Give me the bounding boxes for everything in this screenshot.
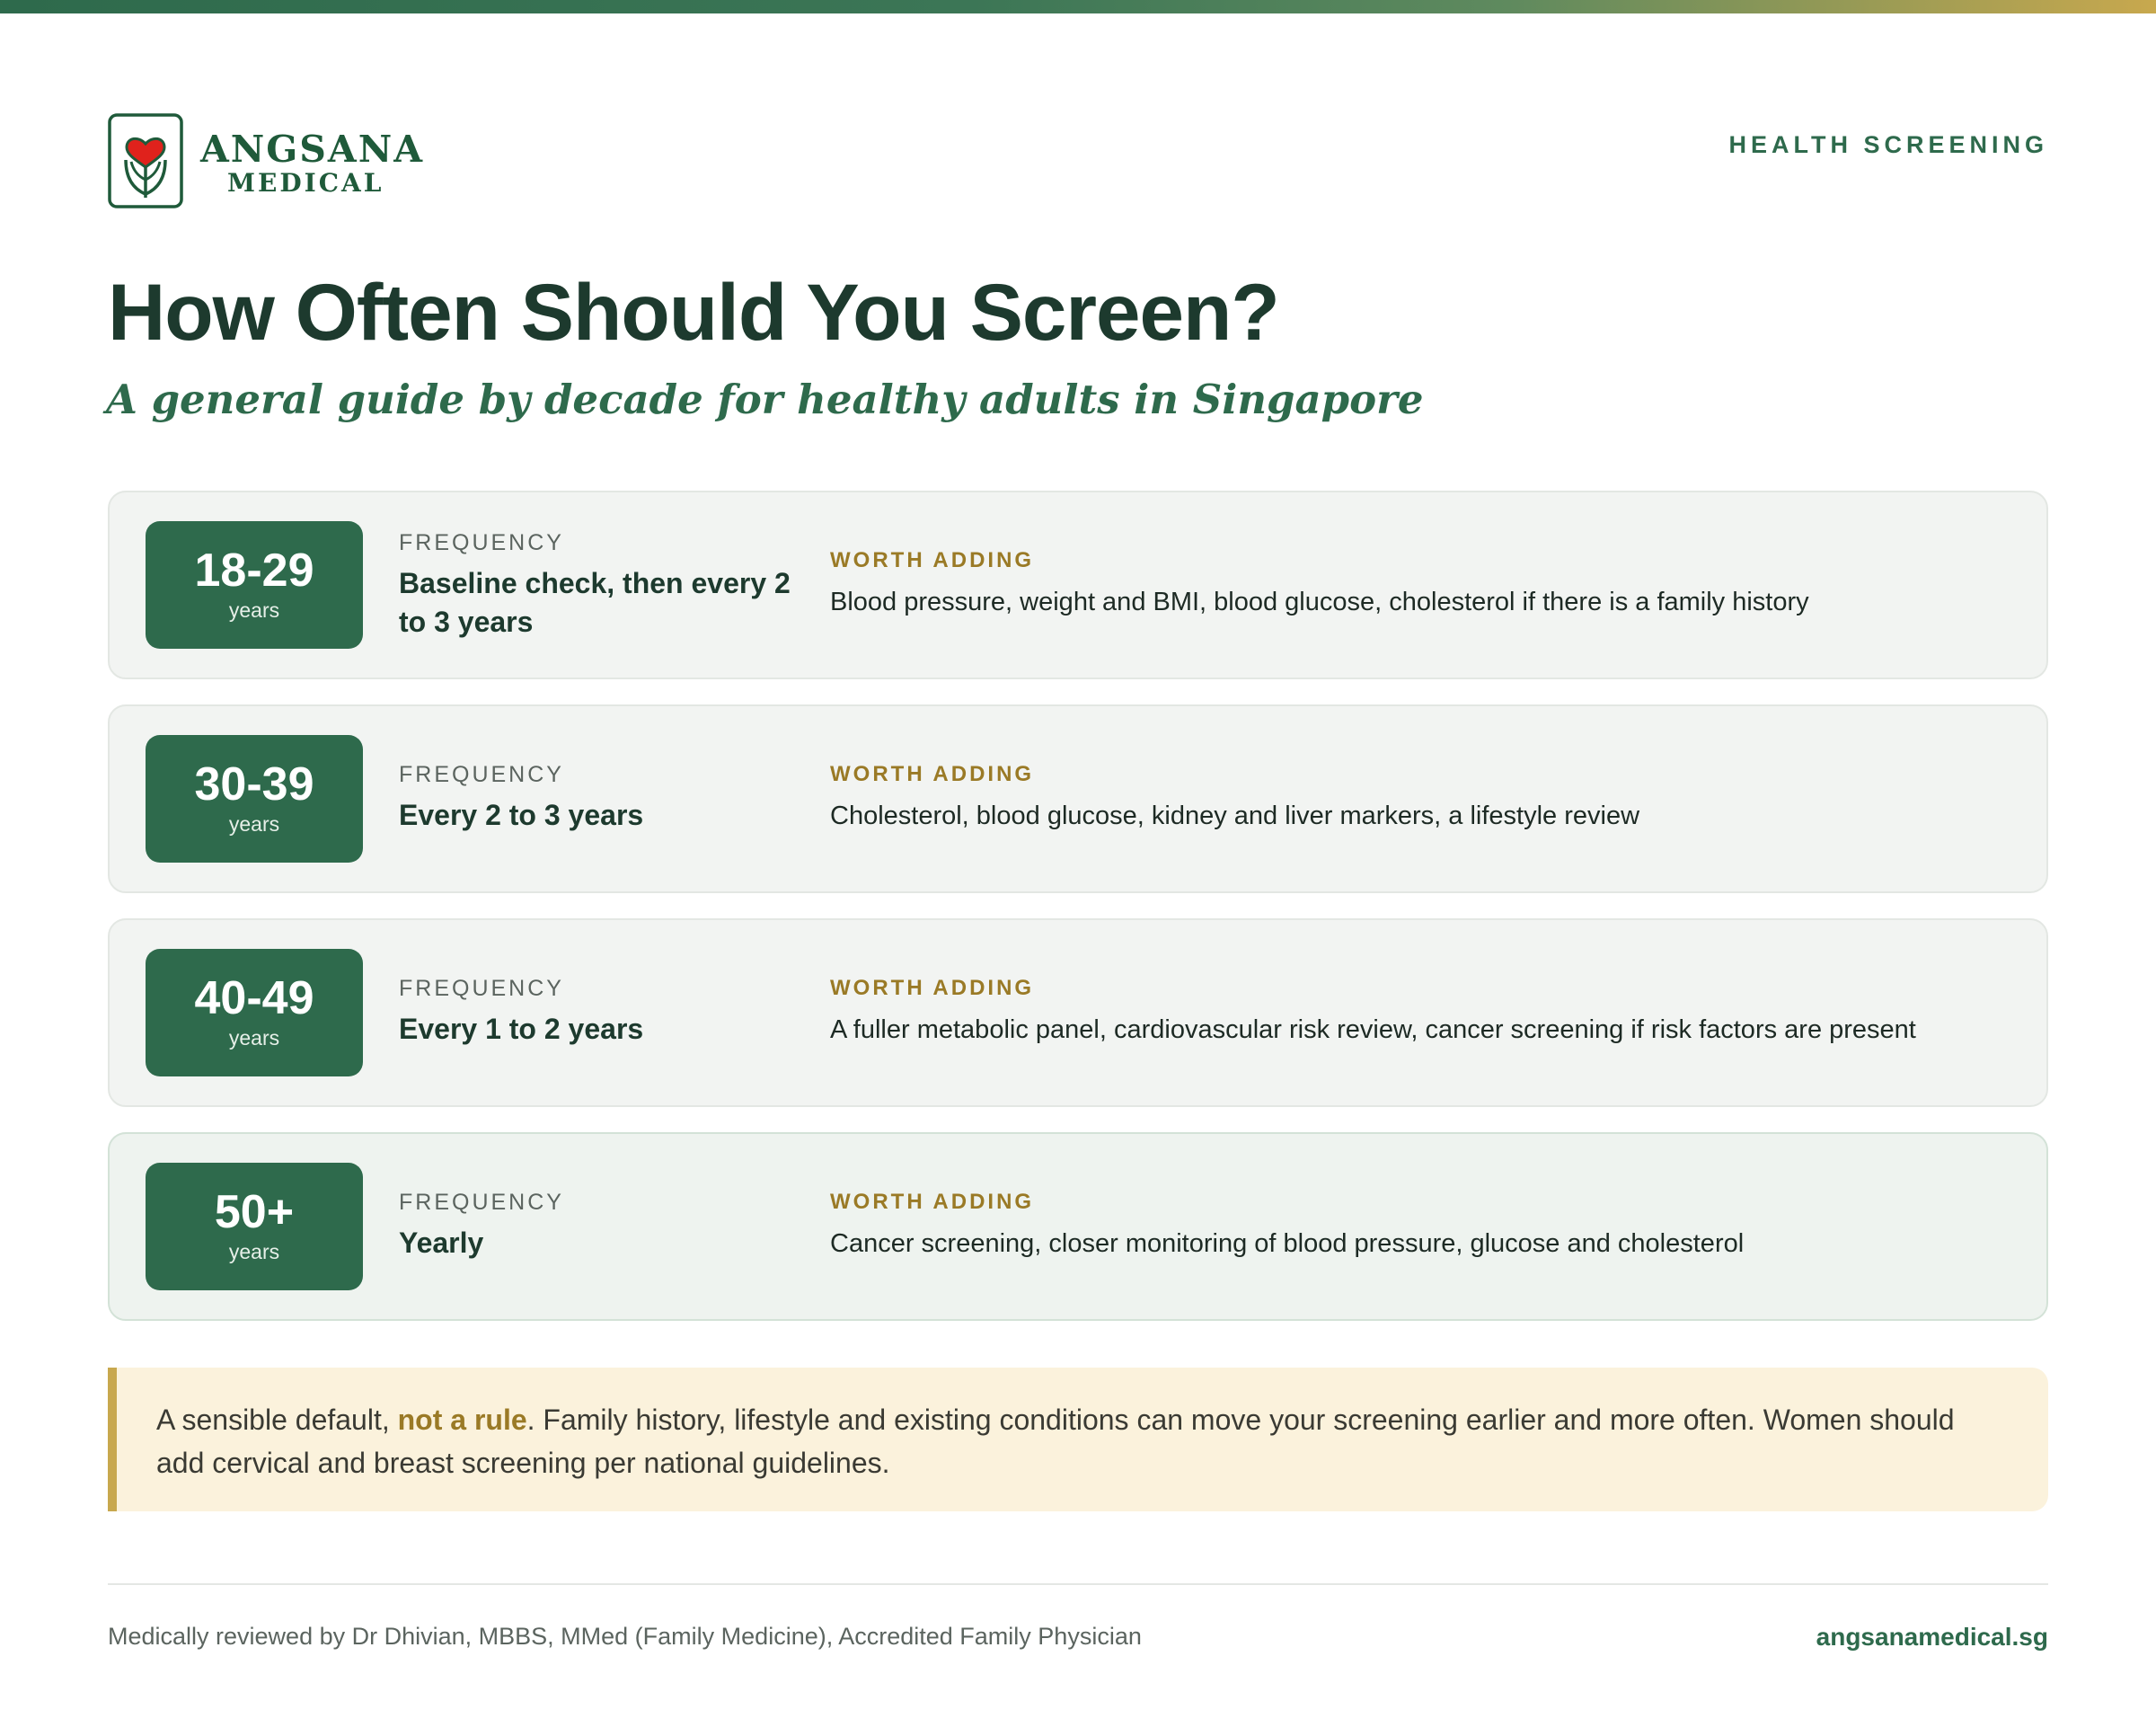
worth-adding-value: Blood pressure, weight and BMI, blood glucose, cholesterol if there is a family history <box>830 588 1809 616</box>
age-unit: years <box>228 1240 280 1263</box>
frequency-label: FREQUENCY <box>399 762 564 787</box>
footer-divider <box>108 1583 2048 1585</box>
age-badge <box>146 949 363 1076</box>
age-badge <box>146 1163 363 1290</box>
frequency-column <box>399 528 812 642</box>
page-header <box>108 113 2048 208</box>
worth-adding-label: WORTH ADDING <box>830 762 1035 786</box>
worth-adding-column <box>830 546 2025 620</box>
age-range: 18-29 <box>194 545 314 597</box>
note-emphasis: not a rule <box>397 1404 527 1436</box>
brand-wordmark <box>200 128 424 197</box>
screening-guide-list <box>108 491 2048 1346</box>
decade-row-40-49 <box>108 918 2048 1107</box>
worth-adding-label: WORTH ADDING <box>830 548 1035 572</box>
frequency-label: FREQUENCY <box>399 530 564 555</box>
brand-name-secondary: MEDICAL <box>227 168 384 198</box>
worth-adding-value: Cholesterol, blood glucose, kidney and liver markers, a lifestyle review <box>830 802 1640 830</box>
page-title: How Often Should You Screen? <box>108 267 1279 357</box>
age-badge <box>146 521 363 649</box>
frequency-value: Yearly <box>399 1227 484 1259</box>
section-tag: HEALTH SCREENING <box>1728 131 2048 158</box>
page-subtitle: A general guide by decade for healthy adults in Singapore <box>106 376 1424 423</box>
age-badge <box>146 735 363 863</box>
brand-name: ANGSANA <box>200 128 425 171</box>
worth-adding-value: A fuller metabolic panel, cardiovascular risk review, cancer screening if risk factors are present <box>830 1015 1916 1044</box>
worth-adding-label: WORTH ADDING <box>830 1190 1035 1214</box>
worth-adding-column <box>830 974 2025 1048</box>
website-link[interactable]: angsanamedical.sg <box>1816 1623 2048 1651</box>
age-unit: years <box>228 598 280 622</box>
decade-row-30-39 <box>108 704 2048 893</box>
frequency-column <box>399 760 812 835</box>
note-body: . Family history, lifestyle and existing conditions can move your screening earlier and more often. Women should add cervical and breast screening per national guidelines. <box>156 1404 1955 1479</box>
age-unit: years <box>228 1026 280 1050</box>
decade-row-50-plus <box>108 1132 2048 1321</box>
age-range: 40-49 <box>194 972 314 1024</box>
worth-adding-column <box>830 1188 2025 1262</box>
frequency-value: Every 2 to 3 years <box>399 799 644 831</box>
top-accent-bar <box>0 0 2156 13</box>
worth-adding-column <box>830 760 2025 834</box>
angsana-leaf-heart-icon <box>108 113 183 208</box>
age-range: 30-39 <box>194 758 314 810</box>
frequency-column <box>399 974 812 1049</box>
frequency-value: Every 1 to 2 years <box>399 1013 644 1045</box>
frequency-column <box>399 1188 812 1262</box>
worth-adding-value: Cancer screening, closer monitoring of blood pressure, glucose and cholesterol <box>830 1229 1745 1258</box>
note-lead: A sensible default, <box>156 1404 398 1436</box>
frequency-label: FREQUENCY <box>399 976 564 1001</box>
age-range: 50+ <box>214 1186 295 1238</box>
frequency-value: Baseline check, then every 2 to 3 years <box>399 567 791 638</box>
age-unit: years <box>228 812 280 836</box>
medical-reviewer-credit: Medically reviewed by Dr Dhivian, MBBS, MMed (Family Medicine), Accredited Family Physician <box>108 1623 1142 1650</box>
worth-adding-label: WORTH ADDING <box>830 976 1035 1000</box>
guidance-note <box>108 1368 2048 1511</box>
decade-row-18-29 <box>108 491 2048 679</box>
frequency-label: FREQUENCY <box>399 1190 564 1215</box>
